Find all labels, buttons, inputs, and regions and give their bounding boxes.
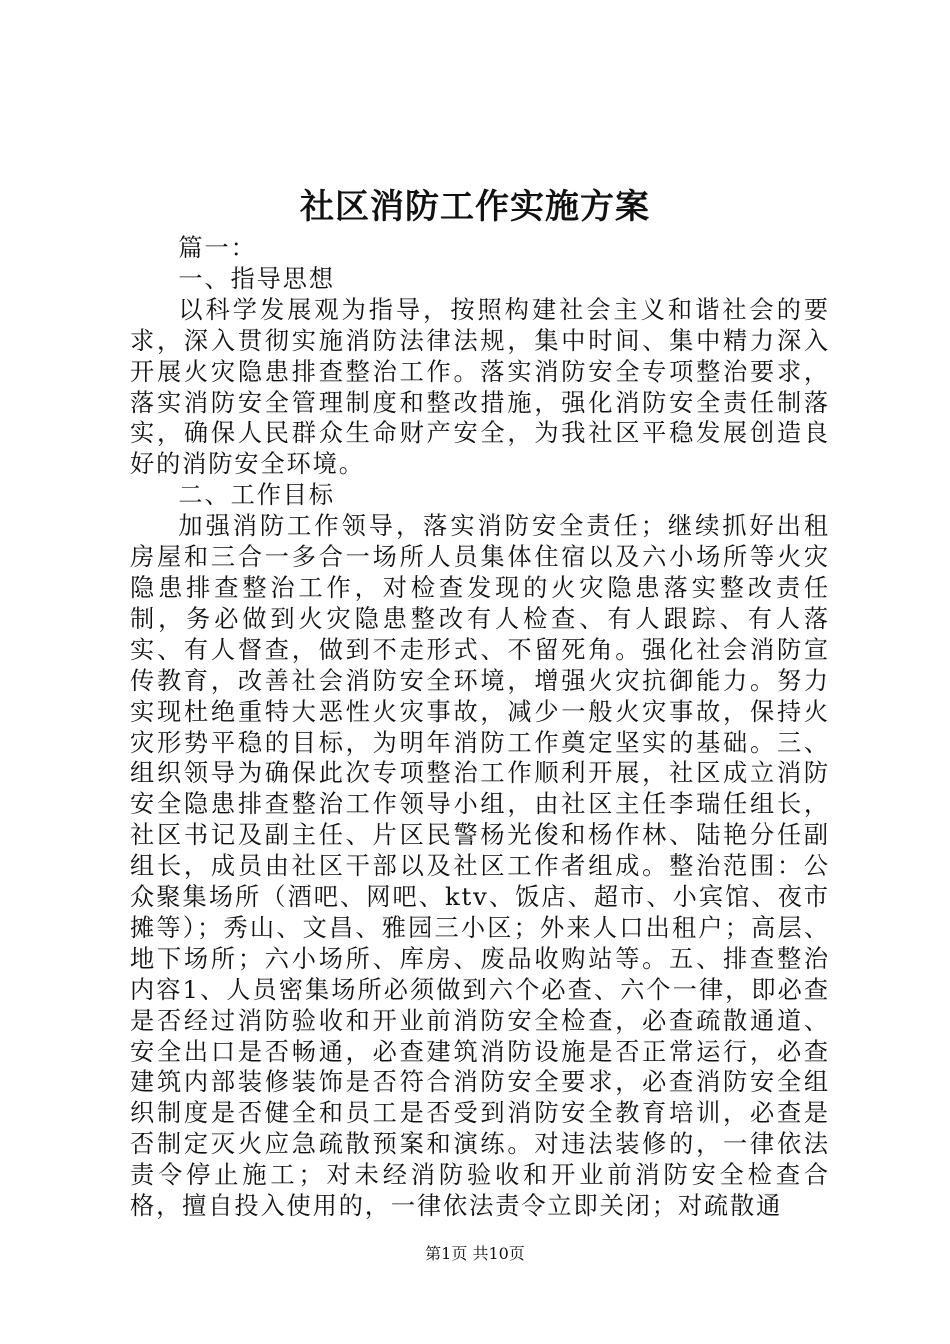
heading-guiding-ideology: 一、指导思想: [178, 264, 335, 293]
document-title: 社区消防工作实施方案: [300, 187, 650, 227]
paragraph-guiding-ideology: 以科学发展观为指导，按照构建社会主义和谐社会的要求，深入贯彻实施消防法律法规，集中时间、集中精力深入开展火灾隐患排查整治工作。落实消防安全专项整治要求，落实消防安全管理制度和整改措施，强化消防安全责任制落实，确保人民群众生命财产安全，为我社区平稳发展创造良好的消防安全环境。: [130, 295, 830, 479]
page-number-footer: 第1页 共10页: [425, 1244, 525, 1263]
paragraph-work-goals: 加强消防工作领导，落实消防安全责任；继续抓好出租房屋和三合一多合一场所人员集体住宿以及六小场所等火灾隐患排查整治工作，对检查发现的火灾隐患落实整改责任制，务必做到火灾隐患整改有人检查、有人跟踪、有人落实、有人督查，做到不走形式、不留死角。强化社会消防宣传教育，改善社会消防安全环境，增强火灾抗御能力。努力实现杜绝重特大恶性火灾事故，减少一般火灾事故，保持火灾形势平稳的目标，为明年消防工作奠定坚实的基础。三、组织领导为确保此次专项整治工作顺利开展，社区成立消防安全隐患排查整治工作领导小组，由社区主任李瑞任组长，社区书记及副主任、片区民警杨光俊和杨作林、陆艳分任副组长，成员由社区干部以及社区工作者组成。整治范围：公众聚集场所（酒吧、网吧、ktv、饭店、超市、小宾馆、夜市摊等）；秀山、文昌、雅园三小区；外来人口出租户；高层、地下场所；六小场所、库房、废品收购站等。五、排查整治内容1、人员密集场所必须做到六个必查、六个一律，即必查是否经过消防验收和开业前消防安全检查，必查疏散通道、安全出口是否畅通，必查建筑消防设施是否正常运行，必查建筑内部装修装饰是否符合消防安全要求，必查消防安全组织制度是否健全和员工是否受到消防安全教育培训，必查是否制定灭火应急疏散预案和演练。对违法装修的，一律依法责令停止施工；对未经消防验收和开业前消防安全检查合格，擅自投入使用的，一律依法责令立即关闭；对疏散通: [130, 512, 830, 1221]
heading-work-goals: 二、工作目标: [178, 481, 335, 510]
section-label: 篇一：: [178, 234, 257, 262]
document-body: [130, 233, 830, 1222]
